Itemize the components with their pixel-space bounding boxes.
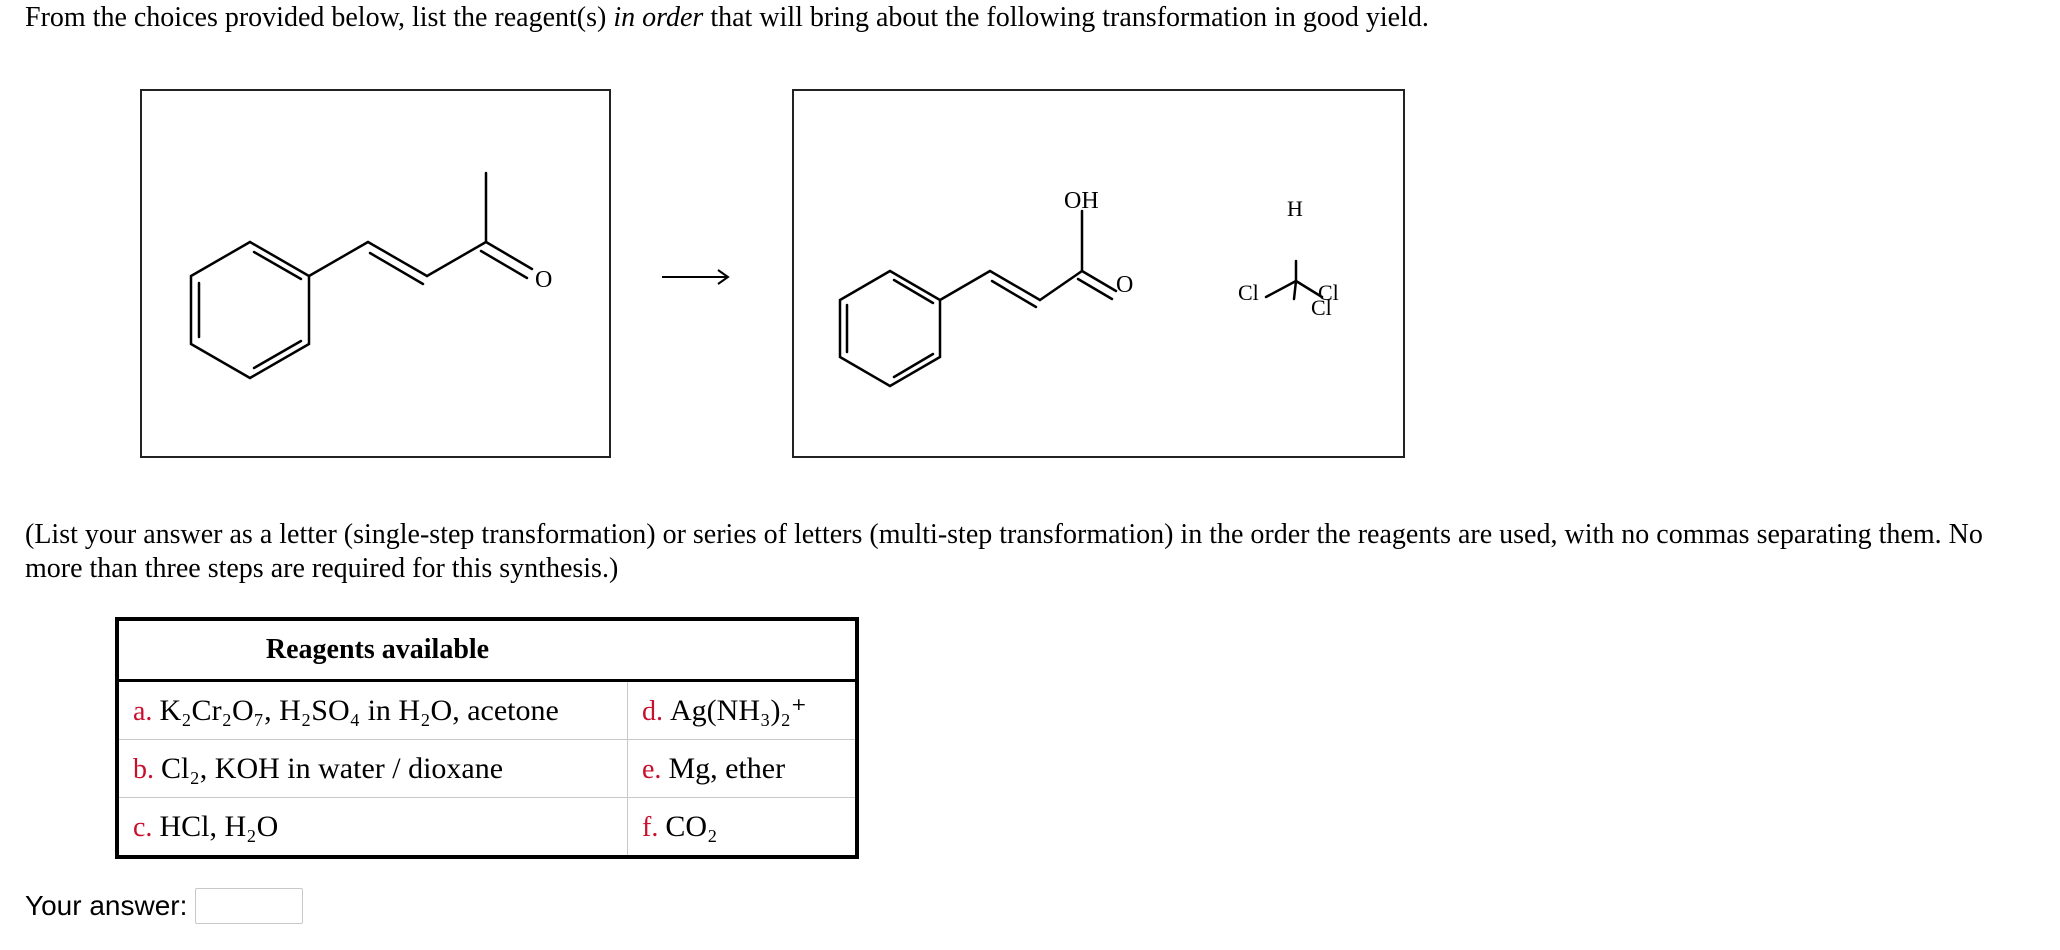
table-row <box>117 740 857 798</box>
instructions-text: (List your answer as a letter (single-step transformation) or series of letters (multi-step transformation) in the order the reagents are used, with no commas separating them. No more than three steps are required for this synthesis.) <box>25 519 1983 584</box>
chloroform-h-label: H <box>1287 196 1303 221</box>
starting-material-structure <box>142 91 609 456</box>
reagents-header: Reagents available <box>117 619 857 681</box>
reagent-a: a. K₂Cr₂O₇, H₂SO₄ in H₂O, acetone <box>117 681 628 740</box>
product-structure <box>794 91 1403 456</box>
table-row <box>117 681 857 740</box>
reagent-d: d. Ag(NH₃)₂⁺ <box>628 681 858 740</box>
starting-oxygen-label: O <box>535 267 553 293</box>
product-oxygen-label: O <box>1116 272 1134 298</box>
reagents-table <box>115 617 859 859</box>
answer-label: Your answer: <box>25 890 188 921</box>
reagent-f: f. CO₂ <box>628 798 858 858</box>
product-hydroxyl-label: OH <box>1064 188 1099 214</box>
answer-row <box>25 888 303 924</box>
answer-input[interactable] <box>195 888 303 924</box>
chloroform-cl-left-label: Cl <box>1238 280 1259 305</box>
reaction-arrow-icon <box>662 265 732 289</box>
question-emphasis: in order <box>613 2 704 33</box>
reagent-c: c. HCl, H₂O <box>117 798 628 858</box>
product-box <box>792 89 1405 458</box>
reagent-e: e. Mg, ether <box>628 740 858 798</box>
reagent-b: b. Cl₂, KOH in water / dioxane <box>117 740 628 798</box>
table-row <box>117 798 857 858</box>
question-text: From the choices provided below, list the reagent(s) in order that will bring about the following transformation in good yield. <box>25 2 1429 33</box>
chloroform-cl-right-label: Cl <box>1318 280 1339 305</box>
starting-material-box <box>140 89 611 458</box>
chloroform-cl-bottom-label: Cl <box>1311 295 1332 320</box>
